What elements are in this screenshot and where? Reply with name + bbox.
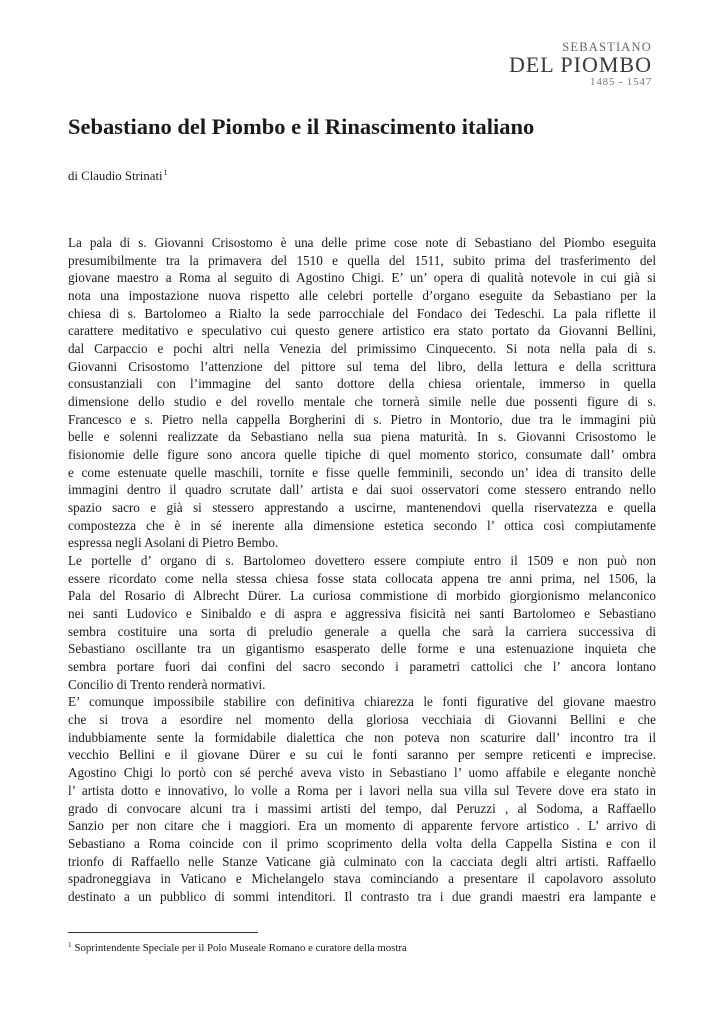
- author-name: di Claudio Strinati: [68, 169, 163, 183]
- body-line: destinato a un pubblico di sommi intenditori. Il contrasto tra i due grandi maestri era lampante e: [68, 888, 656, 904]
- footnote-text: Soprintendente Speciale per il Polo Museale Romano e curatore della mostra: [74, 942, 407, 954]
- body-line: La pala di s. Giovanni Crisostomo è una delle prime cose note di Sebastiano del Piombo eseguita: [68, 235, 656, 250]
- body-line: l’ artista dotto e innovativo, lo volle a Roma per i lavori nella sua villa sul Tevere dove era stato in: [68, 782, 656, 798]
- document-title: Sebastiano del Piombo e il Rinascimento italiano: [68, 114, 535, 139]
- body-line: Giovanni Crisostomo l’attenzione del pittore sul tema del libro, della lettura e della scrittura: [68, 358, 656, 374]
- body-line: sembra costituire una sorta di preludio generale a quella che sarà la carriera successiva di: [68, 623, 656, 639]
- body-line: belle e solenni realizzate da Sebastiano nella sua piena maturità. In s. Giovanni Crisostomo le: [68, 429, 656, 445]
- body-line: Sebastiano oscillante tra un gigantismo esasperato delle forme e una estenuazione inquieta che: [68, 641, 656, 657]
- exhibition-logo: [509, 40, 652, 89]
- body-line: spadroneggiava in Vaticano e Michelangelo stava cominciando a presentare il capolavoro assoluto: [68, 871, 656, 887]
- body-line: giovane maestro a Roma al seguito di Agostino Chigi. E’ un’ opera di qualità notevole in cui già si: [68, 270, 656, 286]
- body-line: Concilio di Trento renderà normativi.: [68, 676, 266, 692]
- body-line: E’ comunque impossibile stabilire con definitiva chiarezza le fonti figurative del giovane maestro: [68, 694, 656, 710]
- body-line: Francesco e s. Pietro nella cappella Borgherini di s. Pietro in Montorio, due tra le immagini più: [68, 411, 656, 427]
- body-line: grado di convocare alcuni tra i massimi artisti del tempo, dal Peruzzi , al Sodoma, a Raffaello: [68, 800, 656, 816]
- body-line: sembra portare fuori dai confini del sacro secondo i parametri cattolici che l’ ancora lontano: [68, 659, 656, 675]
- footnote-separator: [68, 932, 258, 933]
- logo-main-text: DEL PIOMBO: [508, 52, 652, 77]
- body-line: immagini dentro il quadro scrutate dall’ artista e dai suoi osservatori come stessero entrando nello: [68, 482, 656, 498]
- footnote: [68, 938, 407, 955]
- body-line: indubbiamente sente la formidabile dialettica che non poteva non scaturire dall’ incontro tra il: [68, 729, 656, 745]
- footnote-reference[interactable]: 1: [163, 168, 168, 177]
- body-line: Le portelle d’ organo di s. Bartolomeo dovettero essere compiute entro il 1509 e non può non: [68, 553, 656, 569]
- body-line: carattere meditativo e speculativo cui questo genere artistico era stato portato da Giovanni Bellini,: [68, 323, 656, 339]
- body-line: spazio sacro e già si stessero apprestando a uscirne, mantenendovi quella riservatezza e quella: [68, 500, 656, 516]
- body-line: fisionomie delle figure sono ancora quelle tipiche di quel momento storico, consumate dall’ ombra: [68, 447, 656, 463]
- body-text: [68, 234, 656, 906]
- body-line: trionfo di Raffaello nelle Stanze Vaticane già culminato con la cacciata degli altri artisti. Raffaello: [68, 853, 656, 869]
- body-line: presumibilmente tra la primavera del 1510 e quella del 1511, subito prima del trasferimento del: [68, 252, 656, 268]
- body-line: essere ricordato come nella stessa chiesa fosse stata collocata appena tre anni prima, nel 1506, la: [68, 570, 656, 586]
- body-line: Sebastiano a Roma coincide con il primo scoprimento della volta della Cappella Sistina e con il: [68, 835, 656, 851]
- body-line: consustanziali con l’immagine del santo dottore della chiesa orientale, immerso in quella: [68, 376, 656, 392]
- logo-years-text: 1485 - 1547: [590, 76, 652, 88]
- body-line: espressa negli Asolani di Pietro Bembo.: [68, 535, 279, 551]
- body-line: nei santi Ludovico e Sinibaldo e di aspra e aggressiva fisicità nei santi Bartolomeo e Sebastiano: [68, 606, 656, 622]
- body-line: vecchio Bellini e il giovane Dürer e su cui le fonti saranno per sempre reticenti e imprecise.: [68, 747, 656, 763]
- body-line: dimensione dello studio e del rovello mentale che tornerà simile nelle due possenti figure di s.: [68, 394, 656, 410]
- body-line: e come estenuate quelle maschili, tornite e fisse quelle femminili, secondo un’ idea di transito delle: [68, 464, 656, 480]
- logo-top-text: SEBASTIANO: [562, 40, 652, 54]
- body-line: dal Carpaccio e pochi altri nella Venezia del primissimo Cinquecento. Si nota nella pala di s.: [68, 341, 656, 357]
- body-line: Sanzio per non citare che i maggiori. Era un momento di apparente fervore artistico . L’ arrivo di: [68, 818, 656, 834]
- body-line: chiesa di s. Bartolomeo a Rialto la sede parrocchiale del Fondaco dei Tedeschi. La pala riflette il: [68, 305, 656, 321]
- body-line: Agostino Chigi lo portò con sé perché aveva visto in Sebastiano l’ uomo affabile e elegante nonchè: [68, 765, 656, 781]
- author-line: [68, 165, 168, 184]
- body-line: che si trova a esordire nel momento della gloriosa vecchiaia di Giovanni Bellini e che: [68, 712, 656, 728]
- body-line: Pala del Rosario di Albrecht Dürer. La curiosa commistione di morbido giorgionismo melanconico: [68, 588, 656, 604]
- footnote-number: 1: [68, 941, 72, 949]
- body-line: nota una impostazione nuova rispetto alle celebri portelle d’organo eseguite da Sebastiano per la: [68, 288, 656, 304]
- body-line: compostezza che è in sé inerente alla dimensione estetica secondo l’ ottica così compiutamente: [68, 517, 656, 533]
